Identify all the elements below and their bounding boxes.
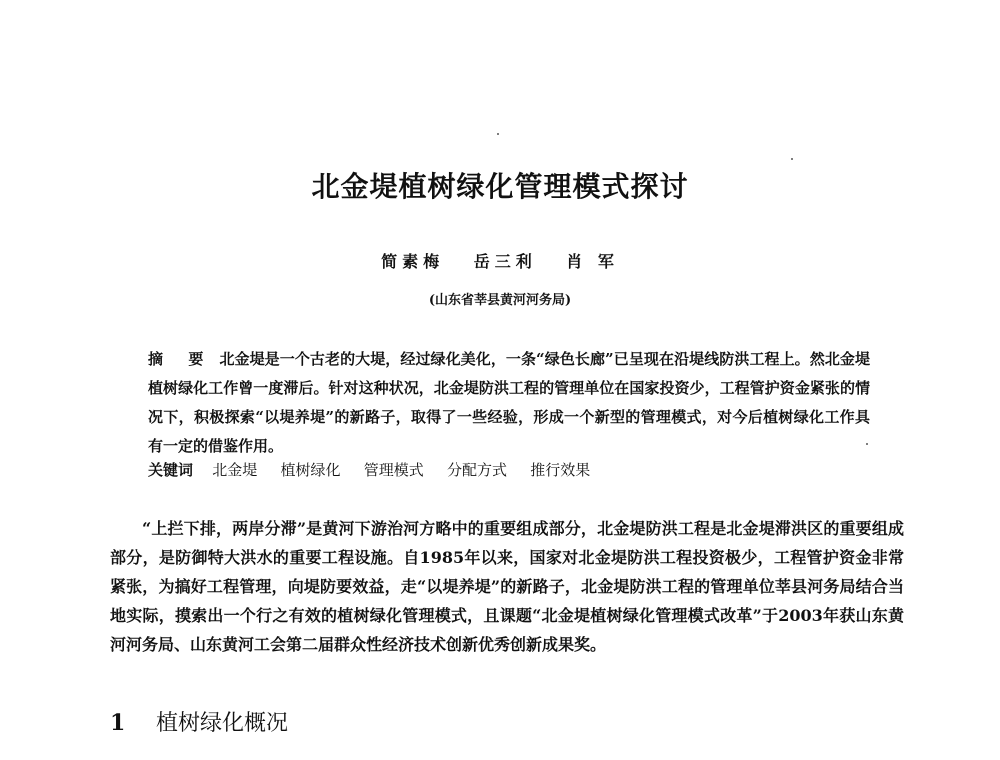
author-name: 岳三利: [473, 252, 537, 271]
keyword: 分配方式: [447, 461, 508, 479]
author-affiliation: (山东省莘县黄河河务局): [428, 293, 572, 308]
keyword: 植树绿化: [280, 461, 341, 479]
intro-paragraph: “上拦下排，两岸分滞”是黄河下游治河方略中的重要组成部分，北金堤防洪工程是北金堤滞洪区的重要组成部分，是防御特大洪水的重要工程设施。自1985年以来，国家对北金堤防洪工程投资极少，工程管护资金非常紧张，为搞好工程管理，向堤防要效益，走“以堤养堤”的新路子，北金堤防洪工程的管理单位莘县河务局结合当地实际，摸索出一个行之有效的植树绿化管理模式，且课题“北金堤植树绿化管理模式改革”于2003年获山东黄河河务局、山东黄河工会第二届群众性经济技术创新优秀创新成果奖。: [110, 519, 904, 654]
keyword: 管理模式: [363, 461, 424, 479]
author-name: 肖 军: [566, 252, 619, 271]
scan-speck: [497, 133, 499, 135]
keywords-label: 关键词: [148, 461, 194, 479]
author-list: [0, 252, 1000, 272]
paper-title: 北金堤植树绿化管理模式探讨: [311, 170, 689, 203]
keyword: 推行效果: [530, 461, 591, 479]
section-heading: [110, 708, 288, 739]
section-number: 1: [110, 710, 126, 736]
abstract-label: 摘 要: [148, 350, 214, 368]
keyword: 北金堤: [212, 461, 258, 479]
abstract-text: 北金堤是一个古老的大堤，经过绿化美化，一条“绿色长廊”已呈现在沿堤线防洪工程上。然北金堤植树绿化工作曾一度滞后。针对这种状况，北金堤防洪工程的管理单位在国家投资少，工程管护资金紧张的情况下，积极探索“以堤养堤”的新路子，取得了一些经验，形成一个新型的管理模式，对今后植树绿化工作具有一定的借鉴作用。: [148, 350, 870, 455]
keywords-block: [148, 458, 870, 482]
author-name: 简素梅: [381, 252, 445, 271]
abstract-block: [148, 345, 870, 461]
section-title: 植树绿化概况: [156, 711, 289, 736]
scan-speck: [791, 158, 793, 160]
